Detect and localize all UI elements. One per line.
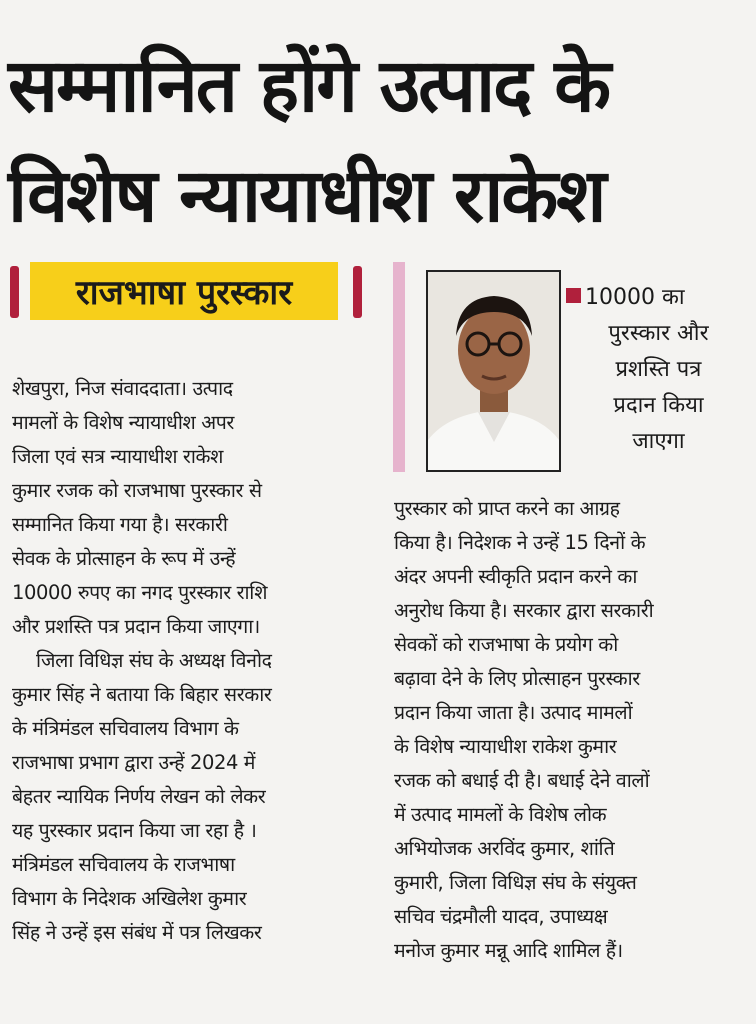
body-line: जिला विधिज्ञ संघ के अध्यक्ष विनोद: [36, 649, 272, 672]
side-quote-line: पुरस्कार और: [608, 321, 709, 346]
pink-divider-bar: [393, 262, 405, 472]
kicker-left-bar: [10, 266, 19, 318]
side-quote-line: प्रशस्ति पत्र: [615, 357, 702, 382]
headline-line-1: सम्मानित होंगे उत्पाद के: [8, 43, 610, 129]
body-line: सम्मानित किया गया है। सरकारी: [12, 513, 228, 536]
body-line: जिला एवं सत्र न्यायाधीश राकेश: [12, 445, 223, 468]
side-quote-line: [566, 280, 751, 316]
body-line: राजभाषा प्रभाग द्वारा उन्हें 2024 में: [12, 751, 256, 774]
side-quote-line: प्रदान किया: [613, 393, 704, 418]
kicker-label: राजभाषा पुरस्कार: [75, 273, 293, 313]
body-line: कुमार सिंह ने बताया कि बिहार सरकार: [12, 683, 272, 706]
kicker-banner: [10, 262, 362, 320]
body-line: मनोज कुमार मन्नू आदि शामिल हैं।: [394, 939, 623, 962]
body-line: सिंह ने उन्हें इस संबंध में पत्र लिखकर: [12, 921, 262, 944]
body-line: यह पुरस्कार प्रदान किया जा रहा है ।: [12, 819, 257, 842]
side-quote-text: 10000 का: [585, 285, 685, 310]
kicker-box: [30, 262, 338, 320]
body-line: अनुरोध किया है। सरकार द्वारा सरकारी: [394, 599, 654, 622]
portrait-photo: [426, 270, 561, 472]
body-line: किया है। निदेशक ने उन्हें 15 दिनों के: [394, 531, 646, 554]
body-line: अंदर अपनी स्वीकृति प्रदान करने का: [394, 565, 638, 588]
body-line: के विशेष न्यायाधीश राकेश कुमार: [394, 735, 617, 758]
body-line: शेखपुरा, निज संवाददाता। उत्पाद: [12, 377, 233, 400]
body-line: मामलों के विशेष न्यायाधीश अपर: [12, 411, 234, 434]
body-line: अभियोजक अरविंद कुमार, शांति: [394, 837, 615, 860]
body-line: मंत्रिमंडल सचिवालय के राजभाषा: [12, 853, 235, 876]
body-line: के मंत्रिमंडल सचिवालय विभाग के: [12, 717, 239, 740]
body-line: और प्रशस्ति पत्र प्रदान किया जाएगा।: [12, 615, 260, 638]
portrait-illustration: [428, 272, 559, 470]
square-bullet-icon: [566, 288, 581, 303]
body-line: कुमारी, जिला विधिज्ञ संघ के संयुक्त: [394, 871, 637, 894]
body-line: बेहतर न्यायिक निर्णय लेखन को लेकर: [12, 785, 266, 808]
body-line: पुरस्कार को प्राप्त करने का आग्रह: [394, 497, 620, 520]
kicker-right-bar: [353, 266, 362, 318]
body-line: बढ़ावा देने के लिए प्रोत्साहन पुरस्कार: [394, 667, 640, 690]
body-line: सेवकों को राजभाषा के प्रयोग को: [394, 633, 618, 656]
body-line: सचिव चंद्रमौली यादव, उपाध्यक्ष: [394, 905, 608, 928]
body-line: रजक को बधाई दी है। बधाई देने वालों: [394, 769, 650, 792]
body-line: सेवक के प्रोत्साहन के रूप में उन्हें: [12, 547, 236, 570]
article-body-left-column: [12, 372, 372, 950]
body-line: विभाग के निदेशक अखिलेश कुमार: [12, 887, 247, 910]
headline-line-2: विशेष न्यायाधीश राकेश: [8, 153, 605, 239]
side-quote: [566, 280, 751, 460]
body-line: प्रदान किया जाता है। उत्पाद मामलों: [394, 701, 633, 724]
body-line: में उत्पाद मामलों के विशेष लोक: [394, 803, 607, 826]
side-quote-line: जाएगा: [632, 429, 685, 454]
body-line: 10000 रुपए का नगद पुरस्कार राशि: [12, 581, 268, 604]
article-body-right-column: [394, 492, 754, 968]
body-line: कुमार रजक को राजभाषा पुरस्कार से: [12, 479, 262, 502]
